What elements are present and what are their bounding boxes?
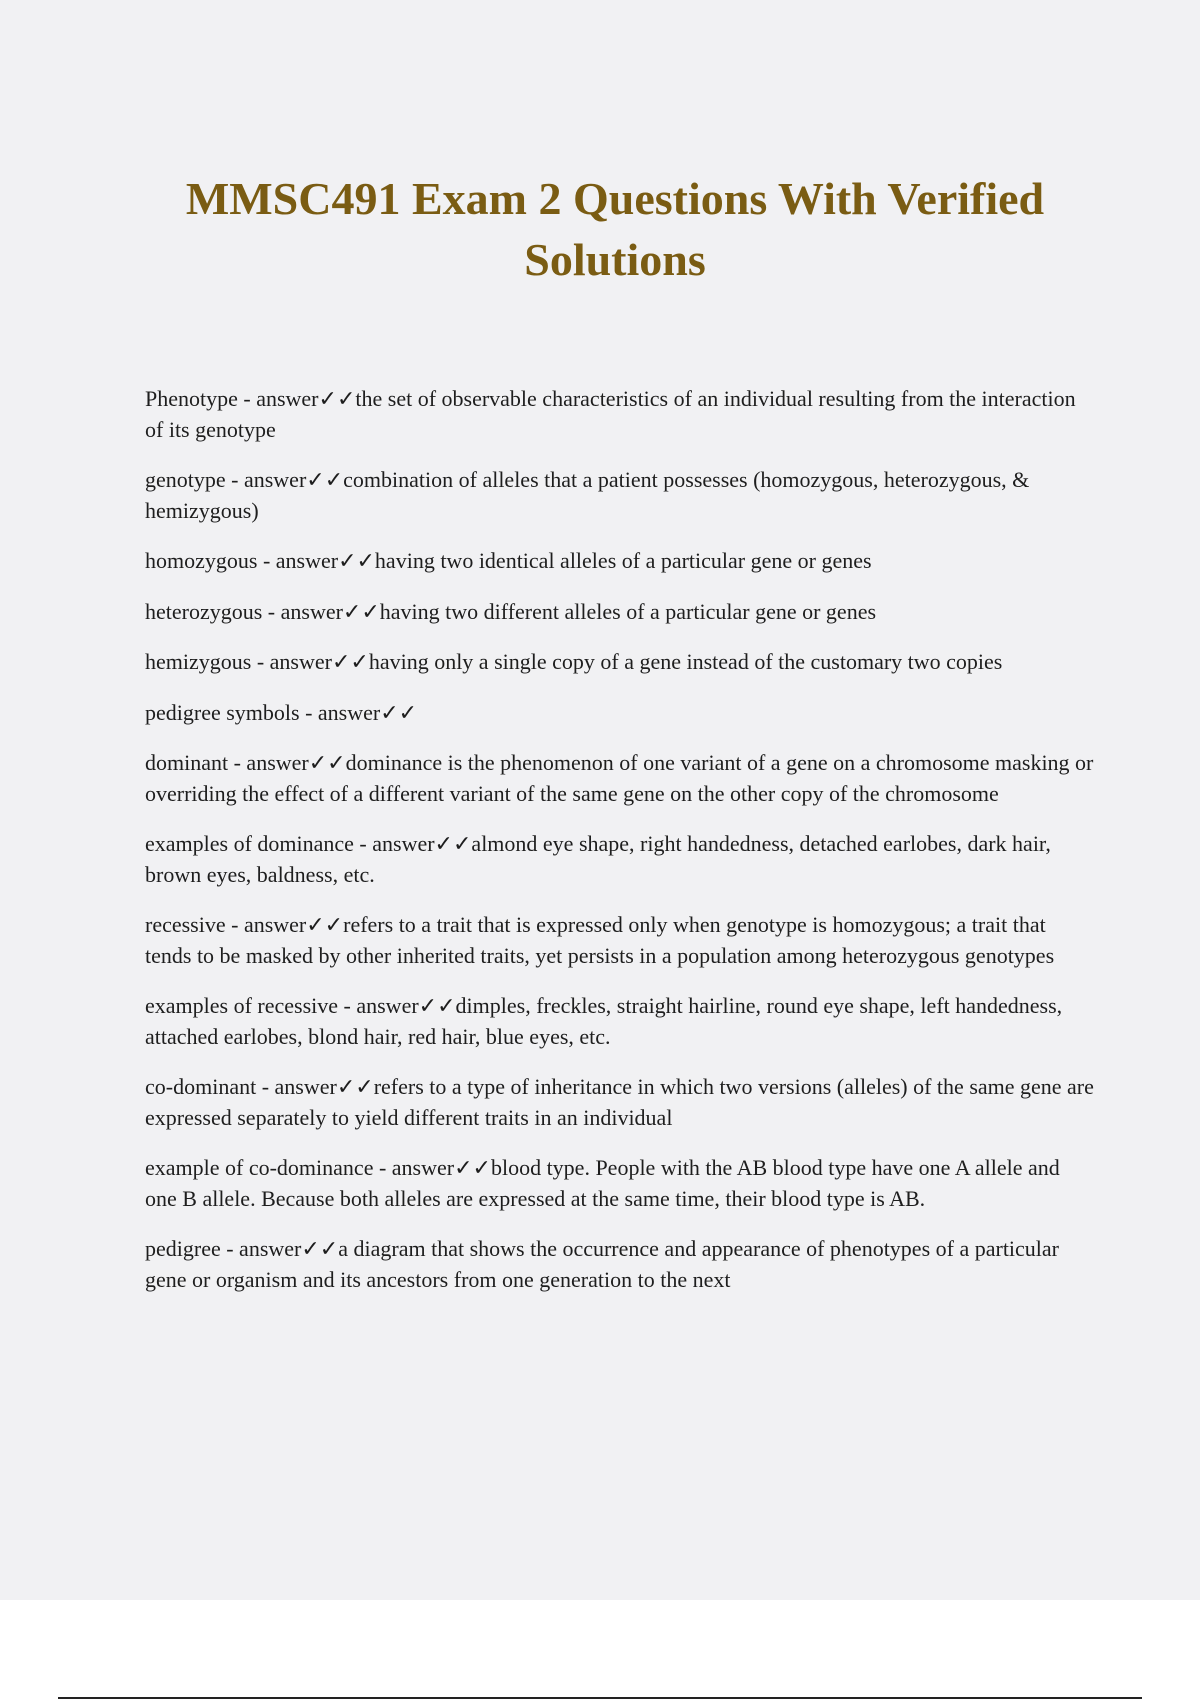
page-title: MMSC491 Exam 2 Questions With Verified Solutions (185, 173, 1045, 285)
qa-list (145, 384, 1095, 1315)
qa-item-pedigree: pedigree - answer✓✓a diagram that shows the occurrence and appearance of phenotypes of a particular gene or organism and its ancestors from one generation to the next (145, 1236, 1060, 1292)
qa-item-dominant: dominant - answer✓✓dominance is the phenomenon of one variant of a gene on a chromosome masking or overriding the effect of a different variant of the same gene on the other copy of the chromosome (145, 750, 1094, 806)
qa-item-phenotype: Phenotype - answer✓✓the set of observable characteristics of an individual resulting from the interaction of its genotype (145, 386, 1076, 442)
qa-item-examples-of-recessive: examples of recessive - answer✓✓dimples, freckles, straight hairline, round eye shape, left handedness, attached earlobes, blond hair, red hair, blue eyes, etc. (145, 993, 1063, 1049)
footer-rule (58, 1697, 1142, 1699)
qa-item-homozygous: homozygous - answer✓✓having two identical alleles of a particular gene or genes (145, 548, 872, 573)
qa-item-pedigree-symbols: pedigree symbols - answer✓✓ (145, 699, 418, 725)
qa-item-hemizygous: hemizygous - answer✓✓having only a single copy of a gene instead of the customary two copies (145, 649, 1003, 674)
qa-item-recessive: recessive - answer✓✓refers to a trait that is expressed only when genotype is homozygous; a trait that tends to be masked by other inherited traits, yet persists in a population among heterozygous genotypes (145, 912, 1055, 968)
qa-item-genotype: genotype - answer✓✓combination of alleles that a patient possesses (homozygous, heterozygous, & hemizygous) (145, 467, 1030, 523)
qa-item-example-of-co-dominance: example of co-dominance - answer✓✓blood type. People with the AB blood type have one A allele and one B allele. Because both alleles are expressed at the same time, their blood type is AB. (145, 1155, 1060, 1211)
qa-item-heterozygous: heterozygous - answer✓✓having two different alleles of a particular gene or genes (145, 598, 877, 624)
qa-item-examples-of-dominance: examples of dominance - answer✓✓almond eye shape, right handedness, detached earlobes, dark hair, brown eyes, baldness, etc. (145, 831, 1051, 887)
qa-item-co-dominant: co-dominant - answer✓✓refers to a type of inheritance in which two versions (alleles) of the same gene are expressed separately to yield different traits in an individual (145, 1074, 1094, 1130)
